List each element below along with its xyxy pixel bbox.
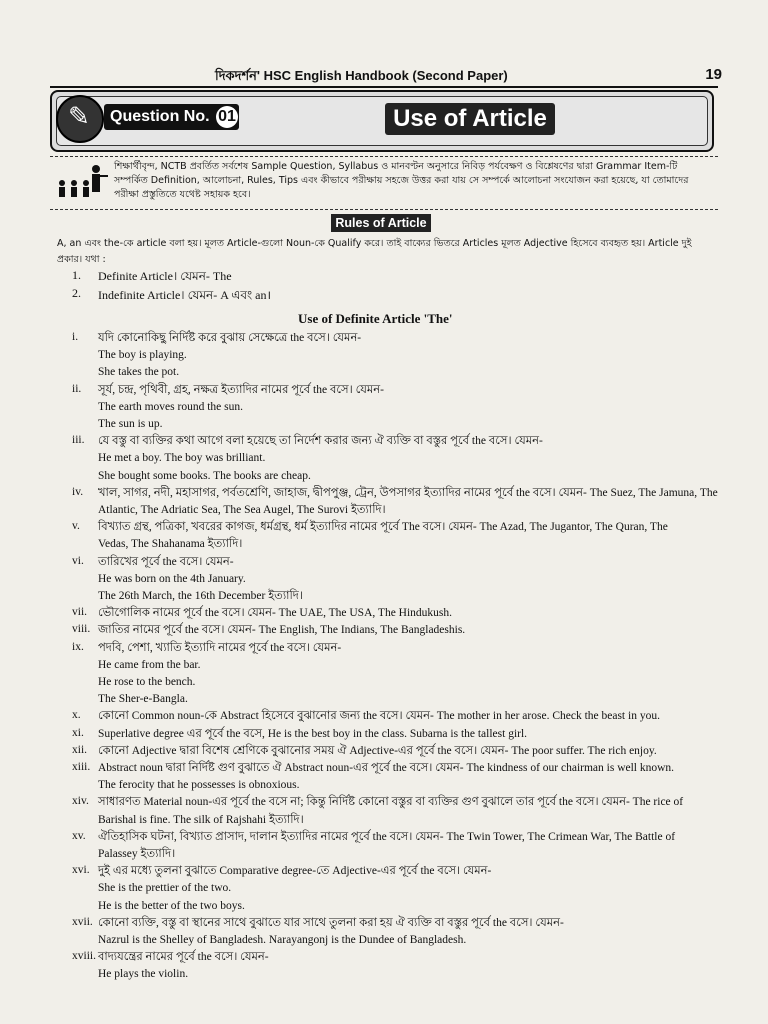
rule-number: xii. — [72, 743, 88, 756]
example-line: She bought some books. The books are cheap. — [98, 469, 311, 482]
rule-number: iv. — [72, 485, 84, 498]
rule-number: viii. — [72, 623, 91, 636]
rule-number: vi. — [72, 554, 84, 567]
rule-text: Superlative degree এর পূর্বে the বসে, He is the best boy in the class. Subarna is the tallest girl. — [98, 727, 528, 740]
rule-number: xvii. — [72, 915, 93, 928]
rule-text: কোনো ব্যক্তি, বস্তু বা স্থানের সাথে বুঝাতে যার সাথে তুলনা করা হয় ঐ ব্যক্তি বা বস্তুর পূর্বে the বসে। যেমন- — [98, 916, 564, 929]
example-line: The boy is playing. — [98, 349, 187, 362]
rule-text: দুই এর মধ্যে তুলনা বুঝাতে Comparative degree-তে Adjective-এর পূর্বে the বসে। যেমন- — [98, 865, 492, 878]
rule-text: বাদ্যযন্ত্রের নামের পূর্বে the বসে। যেমন- — [98, 951, 269, 964]
header-rule — [50, 86, 718, 88]
rule-number: ii. — [72, 382, 82, 395]
rule-text: ভৌগোলিক নামের পূর্বে the বসে। যেমন- The UAE, The USA, The Hindukush. — [98, 607, 453, 620]
example-line: The earth moves round the sun. — [98, 400, 243, 413]
rule-number: vii. — [72, 606, 88, 619]
rule-number: v. — [72, 520, 80, 533]
example-line: He rose to the bench. — [98, 676, 196, 688]
example-line: He plays the violin. — [98, 968, 189, 981]
rule-text: যদি কোনোকিছু নির্দিষ্ট করে বুঝায় সেক্ষেত্রে the বসে। যেমন- — [98, 332, 362, 344]
rule-text: Abstract noun দ্বারা নির্দিষ্ট গুণ বুঝাতে ঐ Abstract noun-এর পূর্বে the বসে। যেমন- The kindness of our chairman is well known. — [98, 762, 675, 774]
type-number: 1. — [72, 268, 81, 282]
intro-text: শিক্ষার্থীবৃন্দ, NCTB প্রবর্তিত সর্বশেষ Sample Question, Syllabus ও মানবণ্টন অনুসারে নিবিড় পর্যবেক্ষণ ও বিশ্লেষণের দ্বারা Grammar Item-টি সম্পর্কিত Definition, আলোচনা, Rules, Tips এবং কীভাবে পরীক্ষায় সহজে উত্তর করা যায় সে সম্পর্কে আলোচনা সংযোজন করা হয়েছে, যা তোমাদের পরীক্ষা প্রস্তুতিতে যথেষ্ট সহায়ক হবে। — [114, 161, 689, 200]
question-label-box — [104, 104, 239, 130]
rule-text: পদবি, পেশা, খ্যাতি ইত্যাদি নামের পূর্বে the বসে। যেমন- — [98, 641, 342, 654]
rule-number: xviii. — [72, 950, 96, 963]
rule-text: জাতির নামের পূর্বে the বসে। যেমন- The English, The Indians, The Bangladeshis. — [98, 624, 466, 637]
rule-number: x. — [72, 709, 81, 722]
definition-paragraph: A, an এবং the-কে article বলা হয়। মূলত Article-গুলো Noun-কে Qualify করে। তাই বাক্যের ভিতরে Articles মূলত Adjective হিসেবে ব্যবহৃত হয়। Article দুই প্রকার। যথা : — [57, 238, 692, 265]
rule-number: xiii. — [72, 761, 91, 773]
type-text: Definite Article। যেমন- The — [98, 269, 232, 283]
rule-number: iii. — [72, 434, 85, 447]
rules-title: Rules of Article — [331, 214, 431, 232]
example-line: He was born on the 4th January. — [98, 572, 246, 585]
rule-text: যে বস্তু বা ব্যক্তির কথা আগে বলা হয়েছে তা নির্দেশ করার জন্য ঐ ব্যক্তি বা বস্তুর পূর্বে the বসে। যেমন- — [98, 435, 543, 448]
example-line: She is the prettier of the two. — [98, 882, 232, 895]
rule-number: xiv. — [72, 795, 89, 808]
example-line: Vedas, The Shahanama ইত্যাদি। — [98, 538, 243, 551]
header-title: দিকদর্শন' HSC English Handbook (Second Paper) — [215, 68, 508, 83]
running-header — [60, 66, 722, 86]
section-subheading: Use of Definite Article 'The' — [298, 311, 453, 326]
example-line: The sun is up. — [98, 418, 163, 430]
rule-number: ix. — [72, 640, 84, 653]
rule-text: ঐতিহাসিক ঘটনা, বিখ্যাত প্রাসাদ, দালান ইত্যাদির নামের পূর্বে the বসে। যেমন- The Twin Tower, The Crimean War, The Battle of — [98, 830, 676, 843]
type-number: 2. — [72, 286, 81, 300]
question-number: 01 — [216, 106, 238, 128]
students-teacher-icon — [54, 163, 110, 203]
question-label: Question No. — [110, 108, 210, 125]
page-number: 19 — [705, 66, 722, 83]
example-line: He came from the bar. — [98, 658, 201, 671]
example-line: She takes the pot. — [98, 366, 180, 379]
rule-text: তারিখের পূর্বে the বসে। যেমন- — [98, 555, 234, 568]
chapter-title: Use of Article — [385, 103, 555, 135]
rule-number: i. — [72, 331, 79, 343]
rule-number: xvi. — [72, 864, 90, 877]
rule-text: সূর্য, চন্দ্র, পৃথিবী, গ্রহ, নক্ষত্র ইত্যাদির নামের পূর্বে the বসে। যেমন- — [98, 383, 384, 396]
example-line: Palassey ইত্যাদি। — [98, 848, 176, 860]
rule-text: বিখ্যাত গ্রন্থ, পত্রিকা, খবরের কাগজ, ধর্মগ্রন্থ, ধর্ম ইত্যাদির নামের পূর্বে The বসে। যেমন- The Azad, The Jugantor, The Quran, The — [98, 521, 668, 534]
example-line: Atlantic, The Adriatic Sea, The Sea Augel, The Surovi ইত্যাদি। — [98, 504, 386, 516]
example-line: The Sher-e-Bangla. — [98, 693, 188, 706]
rule-text: কোনো Adjective দ্বারা বিশেষ শ্রেণিকে বুঝানোর সময় ঐ Adjective-এর পূর্বে the বসে। যেমন- The poor suffer. The rich enjoy. — [98, 744, 657, 757]
example-line: Nazrul is the Shelley of Bangladesh. Narayangonj is the Dundee of Bangladesh. — [98, 934, 467, 946]
example-line: Barishal is fine. The silk of Rajshahi ইত্যাদি। — [98, 813, 304, 826]
rule-text: কোনো Common noun-কে Abstract হিসেবে বুঝানোর জন্য the বসে। যেমন- The mother in her arose. Check the beast in you. — [98, 710, 660, 723]
example-line: The ferocity that he possesses is obnoxious. — [98, 779, 300, 792]
rule-number: xv. — [72, 829, 86, 842]
example-line: He met a boy. The boy was brilliant. — [98, 452, 266, 465]
intro-box — [50, 156, 718, 210]
writing-hand-icon — [56, 95, 104, 143]
example-line: He is the better of the two boys. — [98, 899, 245, 912]
rule-text: খাল, সাগর, নদী, মহাসাগর, পর্বতশ্রেণি, জাহাজ, দ্বীপপুঞ্জ, ট্রেন, উপসাগর ইত্যাদির নামের পূর্বে the বসে। যেমন- The Suez, The Jamuna, The — [98, 486, 718, 499]
example-line: The 26th March, the 16th December ইত্যাদি। — [98, 590, 303, 602]
rule-text: সাধারণত Material noun-এর পূর্বে the বসে না; কিন্তু নির্দিষ্ট কোনো বস্তুর বা ব্যক্তির গুণ বুঝালে তার পূর্বে the বসে। যেমন- The rice of — [98, 796, 684, 809]
chapter-banner — [50, 90, 714, 152]
rule-number: xi. — [72, 726, 84, 739]
type-text: Indefinite Article। যেমন- A এবং an। — [98, 288, 272, 302]
